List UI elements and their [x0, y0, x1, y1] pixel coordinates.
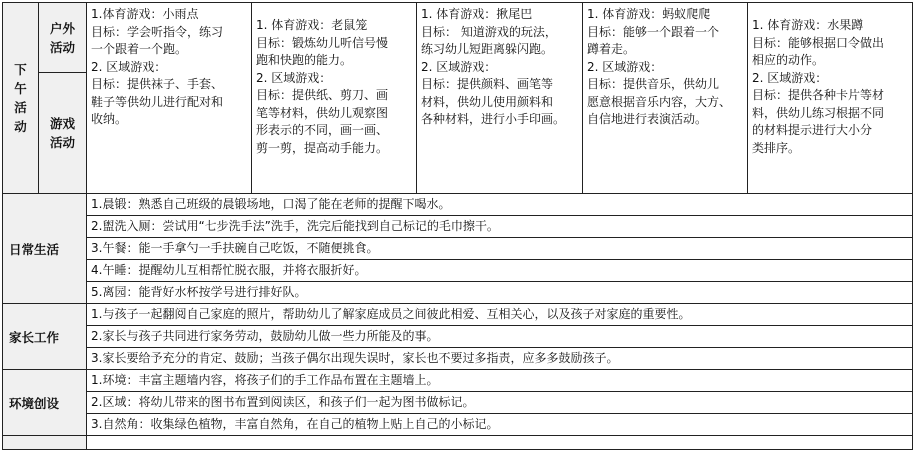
parent-work-item: 2.家长与孩子共同进行家务劳动，鼓励幼儿做一些力所能及的事。: [87, 326, 913, 348]
parent-work-item: 3.家长要给予充分的肯定、鼓励；当孩子偶尔出现失误时，家长也不要过多指责，应多多鼓励孩子。: [87, 348, 913, 370]
environment-label: 环境创设: [3, 370, 87, 436]
game-activity-label: 游戏 活动: [39, 73, 87, 194]
afternoon-activity-label: 下 午 活 动: [3, 3, 39, 194]
day-cell-2: 1. 体育游戏：老鼠笼 目标：锻炼幼儿听信号慢 跑和快跑的能力。 2. 区域游戏： 目标：提供纸、剪刀、画 笔等材料，供幼儿观察图 形表示的不同，画一画、 剪一剪，提高动手能力。: [252, 3, 417, 194]
daily-life-item: 4.午睡：提醒幼儿互相帮忙脱衣服，并将衣服折好。: [87, 260, 913, 282]
environment-item: 1.环境：丰富主题墙内容，将孩子们的手工作品布置在主题墙上。: [87, 370, 913, 392]
parent-work-item: 1.与孩子一起翻阅自己家庭的照片，帮助幼儿了解家庭成员之间彼此相爱、互相关心，以及孩子对家庭的重要性。: [87, 304, 913, 326]
day-cell-4: 1. 体育游戏：蚂蚁爬爬 目标：能够一个跟着一个 蹲着走。 2. 区域游戏： 目标：提供音乐，供幼儿 愿意根据音乐内容，大方、 自信地进行表演活动。: [583, 3, 748, 194]
weekly-plan-table: [2, 2, 913, 450]
day-cell-5: 1. 体育游戏：水果蹲 目标：能够根据口令做出 相应的动作。 2. 区域游戏： 目标：提供各种卡片等材 料，供幼儿练习根据不同 的材料提示进行大小分 类排序。: [748, 3, 913, 194]
outdoor-activity-label: 户外 活动: [39, 3, 87, 73]
next-section-content: [87, 436, 913, 450]
daily-life-item: 2.盥洗入厕：尝试用“七步洗手法”洗手，洗完后能找到自己标记的毛巾擦干。: [87, 216, 913, 238]
environment-item: 2.区域：将幼儿带来的图书布置到阅读区，和孩子们一起为图书做标记。: [87, 392, 913, 414]
daily-life-item: 3.午餐：能一手拿勺一手扶碗自己吃饭，不随便挑食。: [87, 238, 913, 260]
parent-work-label: 家长工作: [3, 304, 87, 370]
next-section-label: [3, 436, 87, 450]
daily-life-label: 日常生活: [3, 194, 87, 304]
day-cell-1: 1.体育游戏：小雨点 目标：学会听指令，练习 一个跟着一个跑。 2. 区域游戏： 目标：提供袜子、手套、 鞋子等供幼儿进行配对和 收纳。: [87, 3, 252, 194]
environment-item: 3.自然角：收集绿色植物，丰富自然角，在自己的植物上贴上自己的小标记。: [87, 414, 913, 436]
daily-life-item: 5.离园：能背好水杯按学号进行排好队。: [87, 282, 913, 304]
daily-life-item: 1.晨锻：熟悉自己班级的晨锻场地，口渴了能在老师的提醒下喝水。: [87, 194, 913, 216]
day-cell-3: 1. 体育游戏：揪尾巴 目标： 知道游戏的玩法， 练习幼儿短距离躲闪跑。 2. 区域游戏： 目标：提供颜料、画笔等 材料，供幼儿使用颜料和 各种材料，进行小手印画。: [417, 3, 583, 194]
